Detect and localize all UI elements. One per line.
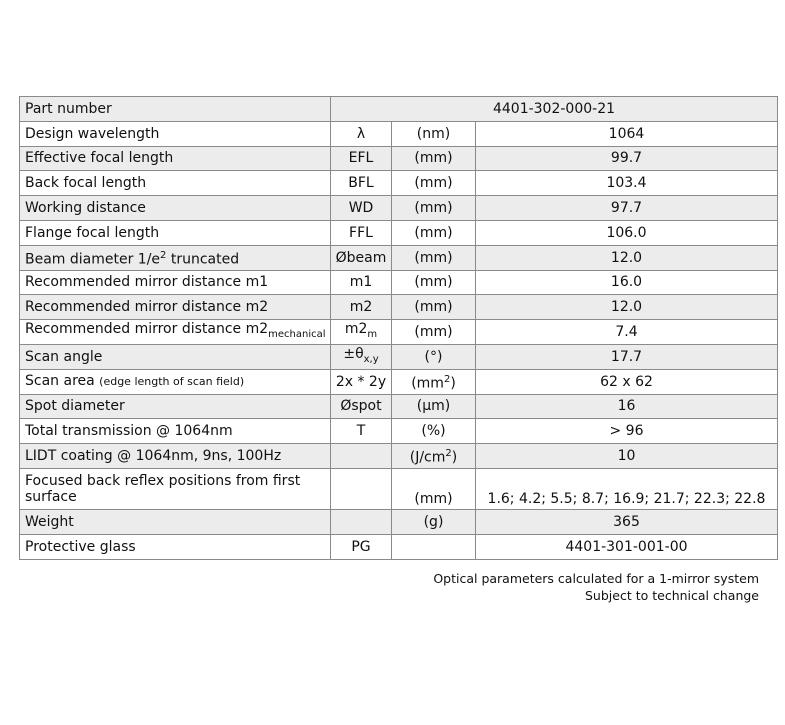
- row-value: 7.4: [476, 320, 778, 345]
- label-main: Scan area: [25, 373, 100, 390]
- row-unit: (°): [392, 344, 476, 369]
- row-symbol: Øbeam: [331, 245, 392, 270]
- row-label: Working distance: [20, 196, 331, 221]
- row-label: Recommended mirror distance m2: [20, 295, 331, 320]
- table-row-design-wavelength: [20, 121, 778, 146]
- label-subscript: mechanical: [268, 328, 326, 340]
- row-unit: [392, 369, 476, 394]
- row-label: Total transmission @ 1064nm: [20, 419, 331, 444]
- row-symbol: WD: [331, 196, 392, 221]
- note-technical-change: Subject to technical change: [585, 588, 759, 603]
- row-label: [20, 320, 331, 345]
- row-label: Weight: [20, 509, 331, 534]
- table-row-flange-focal-length: [20, 220, 778, 245]
- row-unit: [392, 534, 476, 559]
- row-value: 16: [476, 394, 778, 419]
- row-value: 97.7: [476, 196, 778, 221]
- label-note: (edge length of scan field): [99, 375, 245, 389]
- row-symbol: EFL: [331, 146, 392, 171]
- row-label: Scan angle: [20, 344, 331, 369]
- table-row-total-transmission: [20, 419, 778, 444]
- table-row-back-reflex-positions: [20, 468, 778, 509]
- table-row-part-number: [20, 97, 778, 122]
- row-unit: (mm): [392, 171, 476, 196]
- row-symbol: FFL: [331, 220, 392, 245]
- label-main: Beam diameter 1/e: [25, 251, 161, 268]
- table-row-mirror-distance-m1: [20, 270, 778, 295]
- row-value: 365: [476, 509, 778, 534]
- row-unit: (mm): [392, 468, 476, 509]
- row-value: 4401-302-000-21: [331, 97, 778, 122]
- table-row-effective-focal-length: [20, 146, 778, 171]
- row-unit: (nm): [392, 121, 476, 146]
- row-unit: (mm): [392, 220, 476, 245]
- label-main: Recommended mirror distance m2: [25, 321, 269, 338]
- row-unit: (%): [392, 419, 476, 444]
- table-row-back-focal-length: [20, 171, 778, 196]
- row-label: Back focal length: [20, 171, 331, 196]
- row-symbol: Øspot: [331, 394, 392, 419]
- unit-superscript: 2: [443, 373, 451, 385]
- table-row-mirror-distance-m2: [20, 295, 778, 320]
- row-value: 4401-301-001-00: [476, 534, 778, 559]
- row-symbol: 2x * 2y: [331, 369, 392, 394]
- row-symbol: m2: [331, 295, 392, 320]
- row-symbol: λ: [331, 121, 392, 146]
- footnotes: [433, 570, 759, 604]
- row-value: 1064: [476, 121, 778, 146]
- row-symbol: PG: [331, 534, 392, 559]
- row-value: 99.7: [476, 146, 778, 171]
- table-row-weight: [20, 509, 778, 534]
- row-symbol: T: [331, 419, 392, 444]
- row-label: Focused back reflex positions from first surface: [20, 468, 331, 509]
- row-symbol: [331, 468, 392, 509]
- row-value: 62 x 62: [476, 369, 778, 394]
- row-unit: (mm): [392, 320, 476, 345]
- symbol-main: m2: [344, 321, 368, 338]
- table-row-working-distance: [20, 196, 778, 221]
- row-symbol: [331, 344, 392, 369]
- note-optical-parameters: Optical parameters calculated for a 1-mirror system: [433, 571, 759, 586]
- symbol-subscript: m: [367, 328, 378, 340]
- row-label: LIDT coating @ 1064nm, 9ns, 100Hz: [20, 444, 331, 469]
- table-row-scan-area: [20, 369, 778, 394]
- row-label: [20, 245, 331, 270]
- row-unit: (μm): [392, 394, 476, 419]
- symbol-subscript: x,y: [363, 353, 379, 365]
- row-value: 1.6; 4.2; 5.5; 8.7; 16.9; 21.7; 22.3; 22.8: [476, 468, 778, 509]
- row-symbol: [331, 509, 392, 534]
- table-row-beam-diameter: [20, 245, 778, 270]
- row-label: Spot diameter: [20, 394, 331, 419]
- row-symbol: [331, 320, 392, 345]
- row-value: 106.0: [476, 220, 778, 245]
- label-superscript: 2: [160, 249, 167, 261]
- row-unit: (mm): [392, 295, 476, 320]
- row-value: 17.7: [476, 344, 778, 369]
- row-value: 10: [476, 444, 778, 469]
- row-unit: (mm): [392, 245, 476, 270]
- row-label: Design wavelength: [20, 121, 331, 146]
- row-symbol: m1: [331, 270, 392, 295]
- row-unit: (mm): [392, 196, 476, 221]
- row-unit: (mm): [392, 270, 476, 295]
- unit-superscript: 2: [445, 448, 452, 460]
- row-value: 16.0: [476, 270, 778, 295]
- table-row-mirror-distance-m2-mechanical: [20, 320, 778, 345]
- row-label: Part number: [20, 97, 331, 122]
- row-unit: (mm): [392, 146, 476, 171]
- table-row-lidt-coating: [20, 444, 778, 469]
- row-unit: (g): [392, 509, 476, 534]
- specification-table: [19, 96, 778, 560]
- row-label: Protective glass: [20, 534, 331, 559]
- row-label: [20, 369, 331, 394]
- row-value: 12.0: [476, 295, 778, 320]
- row-label: Effective focal length: [20, 146, 331, 171]
- unit-main: (mm: [411, 375, 444, 392]
- row-value: > 96: [476, 419, 778, 444]
- table-row-spot-diameter: [20, 394, 778, 419]
- label-rest: truncated: [166, 251, 240, 268]
- row-symbol: BFL: [331, 171, 392, 196]
- row-value: 12.0: [476, 245, 778, 270]
- symbol-main: ±θ: [343, 345, 364, 362]
- unit-rest: ): [450, 375, 456, 392]
- row-unit: [392, 444, 476, 469]
- row-label: Flange focal length: [20, 220, 331, 245]
- row-value: 103.4: [476, 171, 778, 196]
- row-label: Recommended mirror distance m1: [20, 270, 331, 295]
- unit-rest: ): [451, 449, 458, 466]
- table-row-scan-angle: [20, 344, 778, 369]
- unit-main: (J/cm: [409, 449, 446, 466]
- row-symbol: [331, 444, 392, 469]
- table-row-protective-glass: [20, 534, 778, 559]
